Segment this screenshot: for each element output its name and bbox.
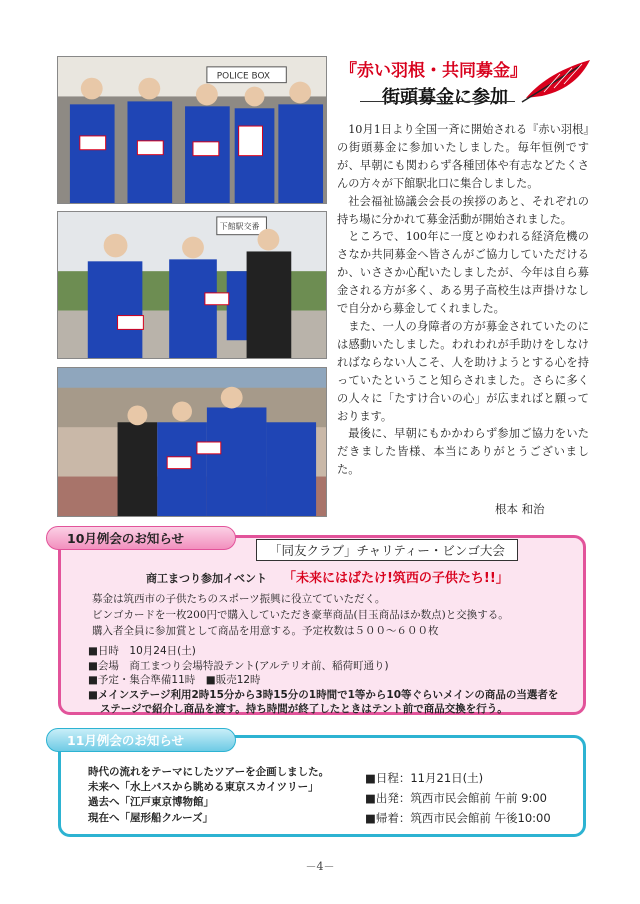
october-details xyxy=(88,644,558,717)
tour-date: ■日程：11月21日(土) xyxy=(365,771,484,785)
tour-line: 未来へ「水上バスから眺める東京スカイツリー」 xyxy=(88,781,319,794)
red-feather-icon xyxy=(520,54,596,104)
tour-line: 現在へ「屋形船クルーズ」 xyxy=(88,811,214,824)
title-underline xyxy=(360,101,515,102)
page-number: －4－ xyxy=(305,860,335,873)
article-title-main: 『赤い羽根・共同募金』 xyxy=(340,61,527,81)
event-stage-line: ステージで紹介し商品を渡す。持ち時間が終了したときはテント前で商品交換を行う。 xyxy=(100,703,508,716)
event-sub-label: 商工まつり参加イベント xyxy=(146,572,267,585)
article-paragraph: 社会福祉協議会会長の挨拶のあと、それぞれの持ち場に分かれて募金活動が開始されました。 xyxy=(337,194,589,226)
article-author: 根本 和治 xyxy=(495,502,545,516)
police-box-sign: POLICE BOX xyxy=(216,71,271,82)
tour-line: 過去へ「江戸東京博物館」 xyxy=(88,796,214,809)
tour-departure: ■出発：筑西市民会館前 午前 9:00 xyxy=(365,791,547,805)
article-paragraph: また、一人の身障者の方が募金されていたのには感動いたしました。われわれが手助けをしなければならない人こそ、人を助けようとする心を持っていたということ知らされました。さらに多くの人々に「たすけ合いの心」が広まればと願っております。 xyxy=(337,319,589,423)
tour-description xyxy=(88,765,329,826)
event-stage-line: ■メインステージ利用2時15分から3時15分の1時間で1等から10等ぐらいメインの商品の当選者を xyxy=(88,688,559,701)
tour-line: 時代の流れをテーマにしたツアーを企画しました。 xyxy=(88,766,330,778)
article-body xyxy=(337,121,589,479)
article-paragraph: 10月1日より全国一斉に開始される『赤い羽根』の街頭募金に参加いたしました。毎年恒例ですが、早朝にも関わらず各種団体や有志などたくさんの方々が下館駅北口に集合しました。 xyxy=(337,123,589,190)
description-line: 募金は筑西市の子供たちのスポーツ振興に役立てていただく。 xyxy=(92,593,386,605)
photo-group-station xyxy=(57,56,327,204)
article-title-sub: 街頭募金に参加 xyxy=(382,87,508,108)
event-venue: ■会場 商工まつり会場特設テント(アルテリオ前、稲荷町通り) xyxy=(88,659,389,672)
event-slogan: 「未来にはばたけ!筑西の子供たち!!」 xyxy=(283,571,509,586)
article-paragraph: 最後に、早朝にもかかわらず参加ご協力をいただきました皆様、本当にありがとうございました。 xyxy=(337,427,589,477)
description-line: 購入者全員に参加賞として商品を用意する。予定枚数は５００～６００枚 xyxy=(92,625,439,637)
event-date: ■日時 10月24日(土) xyxy=(88,645,196,657)
tour-return: ■帰着：筑西市民会館前 午後10:00 xyxy=(365,811,551,825)
november-notice-tab: 11月例会のお知らせ xyxy=(46,728,236,752)
station-police-sign: 下館駅交番 xyxy=(219,221,260,231)
photo-fundraising-street xyxy=(57,211,327,359)
article-paragraph: ところで、100年に一度とゆわれる経済危機のさなか共同募金へ皆さんがご協力していただけるか、いささか心配いたしましたが、今年は自ら募金される方が多く、ある男子高校生は声掛けなしで自分から募金してくれました。 xyxy=(337,230,589,316)
description-line: ビンゴカードを一枚200円で購入していただき豪華商品(目玉商品ほか数点)と交換する。 xyxy=(92,609,509,621)
bingo-event-title: 「同友クラブ」チャリティー・ビンゴ大会 xyxy=(256,539,518,561)
tour-schedule xyxy=(365,768,551,828)
event-schedule: ■予定・集合準備11時 ■販売12時 xyxy=(88,674,261,687)
october-description xyxy=(92,591,509,639)
photo-donation-scene xyxy=(57,367,327,517)
october-notice-tab: 10月例会のお知らせ xyxy=(46,526,236,550)
